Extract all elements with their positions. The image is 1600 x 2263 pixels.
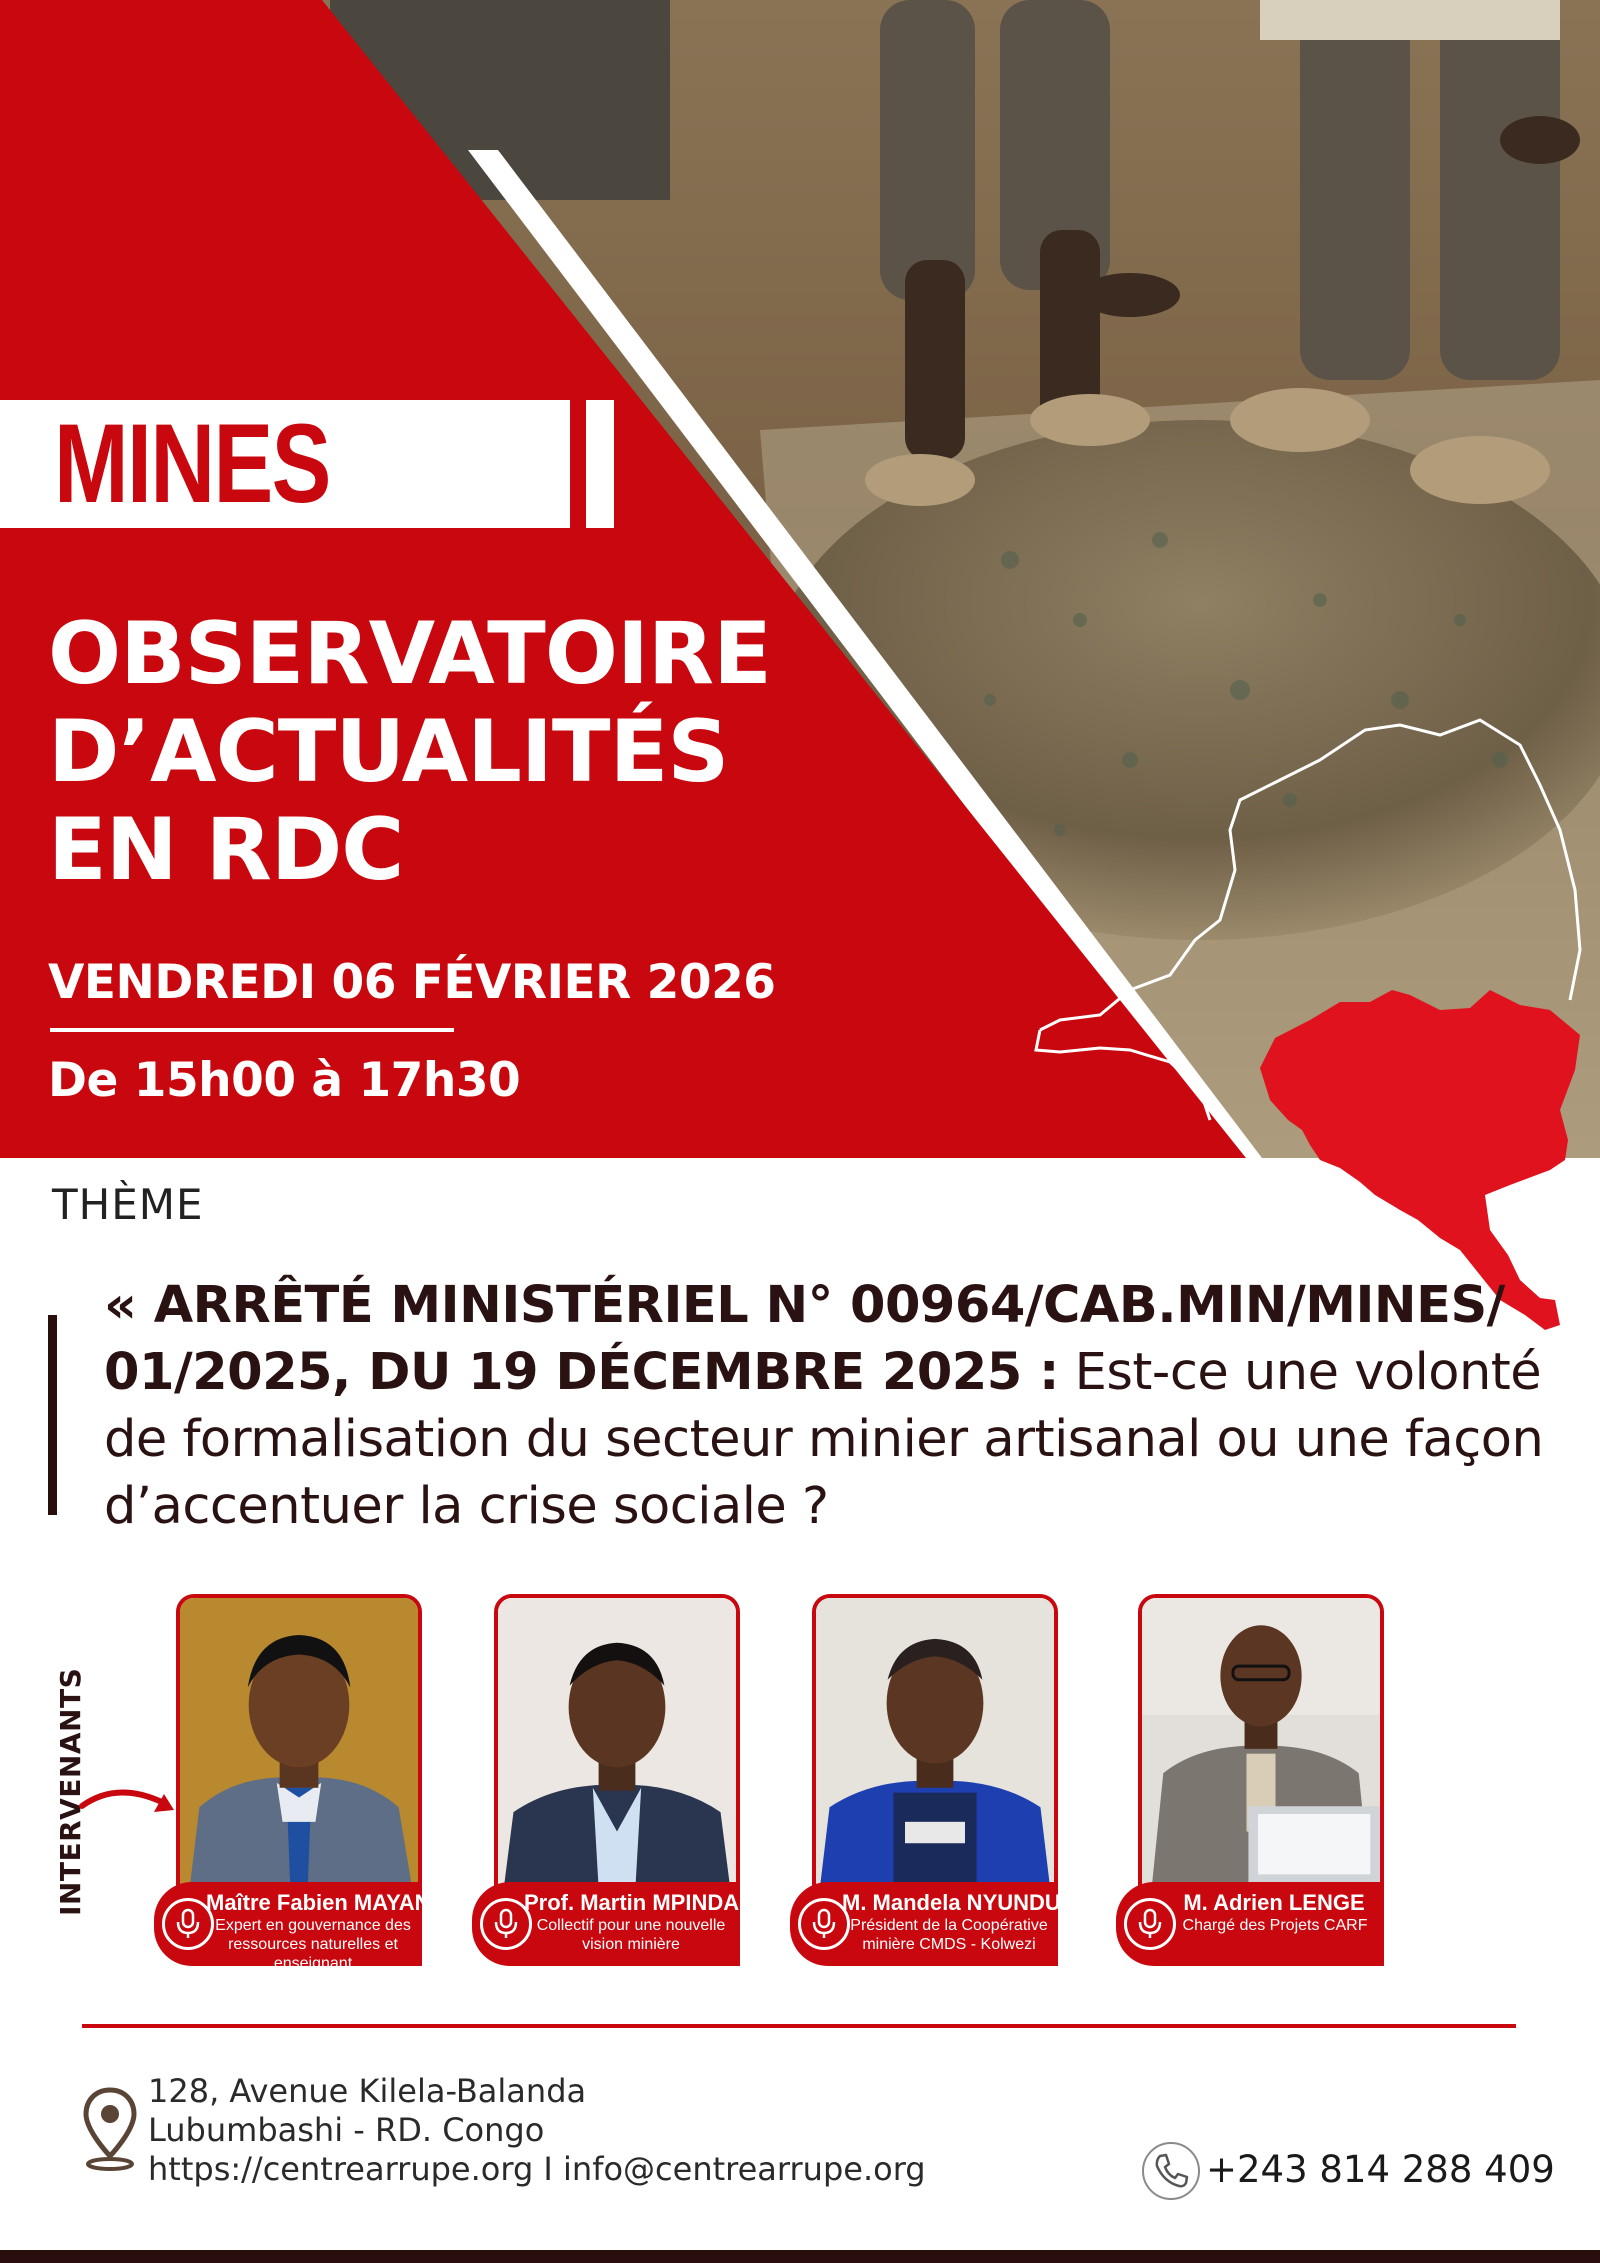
- event-date: VENDREDI 06 FÉVRIER 2026: [48, 955, 776, 1010]
- speaker-photo: [1138, 1594, 1384, 1892]
- title-line-3: EN RDC: [48, 800, 404, 900]
- speakers-heading: INTERVENANTS: [54, 1667, 87, 1916]
- theme-decree-reference: « ARRÊTÉ MINISTÉRIEL N° 00964/CAB.MIN/MINES/ 01/2025, DU 19 DÉCEMBRE 2025 :: [104, 1276, 1505, 1402]
- bottom-band: [0, 2250, 1600, 2263]
- speaker-name: Maître Fabien MAYANI: [206, 1890, 437, 1915]
- theme-question: Est-ce une volonté de formalisation du secteur minier artisanal ou une façon d’accentuer la crise sociale ?: [104, 1343, 1544, 1536]
- speaker-role: Président de la Coopérative minière CMDS - Kolwezi: [850, 1917, 1048, 1953]
- location-pin-icon: [82, 2086, 138, 2172]
- address-block: [148, 2072, 1048, 2189]
- speaker-card: [472, 1594, 740, 1970]
- speaker-name: M. Mandela NYUNDU: [842, 1890, 1061, 1915]
- speaker-nameplate: [154, 1882, 437, 1972]
- speaker-photo: [812, 1594, 1058, 1892]
- title-line-2: D’ACTUALITÉS: [48, 702, 729, 802]
- speaker-role: Expert en gouvernance des ressources naturelles et enseignant: [215, 1917, 411, 1972]
- address-city: Lubumbashi - RD. Congo: [148, 2111, 545, 2149]
- contact-web-email[interactable]: https://centrearrupe.org I info@centrearrupe.org: [148, 2150, 926, 2188]
- speaker-card: [154, 1594, 437, 1972]
- speaker-nameplate: [790, 1882, 1061, 1966]
- speaker-nameplate: [1116, 1882, 1384, 1966]
- speaker-role: Collectif pour une nouvelle vision minière: [536, 1917, 726, 1953]
- title-line-1: OBSERVATOIRE: [48, 604, 771, 704]
- theme-statement: [104, 1272, 1544, 1540]
- speaker-photo: [494, 1594, 740, 1892]
- speaker-name: M. Adrien LENGE: [1183, 1890, 1365, 1915]
- address-street: 128, Avenue Kilela-Balanda: [148, 2072, 587, 2110]
- date-divider: [50, 1028, 454, 1032]
- phone-icon: [1140, 2140, 1202, 2202]
- speaker-card: [1116, 1594, 1384, 1970]
- theme-accent-bar: [48, 1315, 57, 1515]
- page-title: [48, 605, 868, 899]
- speaker-nameplate: [472, 1882, 740, 1966]
- speaker-photo: [176, 1594, 422, 1892]
- speaker-card: [790, 1594, 1061, 1970]
- banner-accent-bar: [586, 400, 614, 528]
- speaker-name: Prof. Martin MPINDA: [524, 1890, 740, 1915]
- phone-number[interactable]: +243 814 288 409: [1206, 2148, 1555, 2191]
- category-label: MINES: [54, 401, 330, 526]
- category-banner: [0, 400, 570, 528]
- drc-map-icon: [1020, 690, 1600, 1330]
- speaker-role: Chargé des Projets CARF: [1182, 1917, 1368, 1934]
- event-time: De 15h00 à 17h30: [48, 1053, 521, 1108]
- theme-heading: THÈME: [52, 1180, 204, 1229]
- footer-divider: [82, 2024, 1516, 2028]
